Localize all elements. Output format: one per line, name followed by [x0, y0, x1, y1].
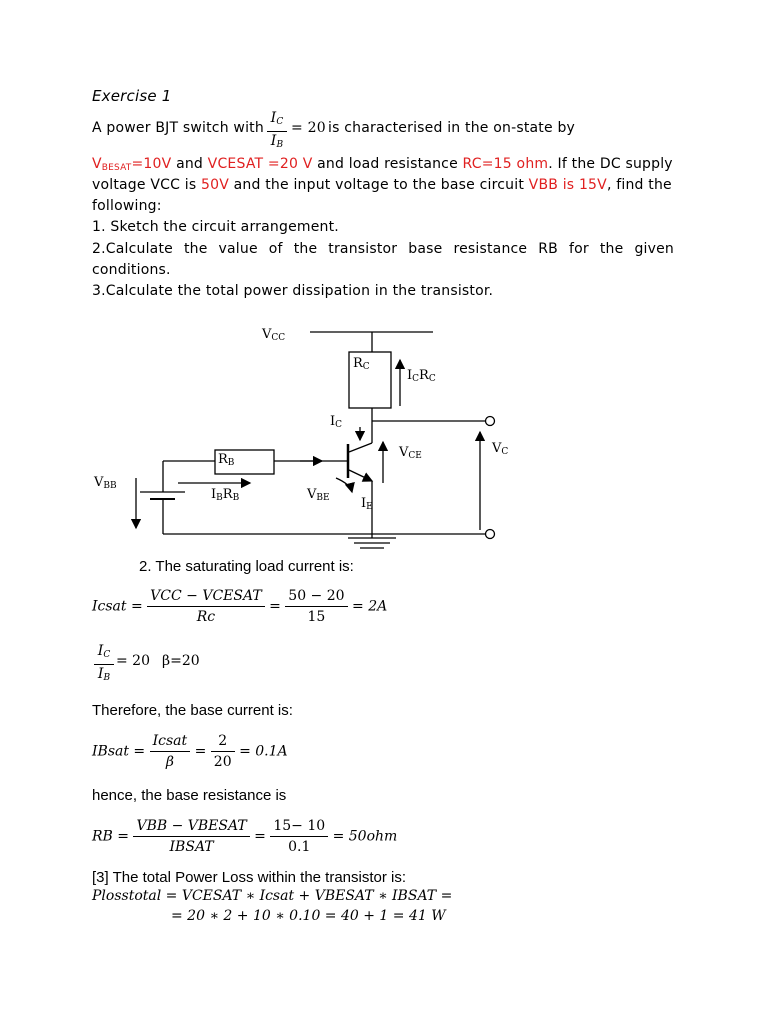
power-heading: [3] The total Power Loss within the transistor is:	[92, 869, 407, 886]
ratio-fraction: $I_C$ $I_B$	[94, 643, 114, 687]
rb-heading: hence, the base resistance is	[92, 787, 287, 804]
vbb-value: VBB is 15V	[528, 177, 607, 193]
task-1: 1. Sketch the circuit arrangement.	[92, 219, 339, 235]
supply-line: voltage VCC is 50V and the input voltage to the base circuit VBB is 15V, find the	[92, 177, 672, 193]
ibsat-equation: IBsat = $\frac{\text{Icsat}}{\beta}$ = $\frac{2}{20}$ = 0.1A	[92, 733, 288, 770]
intro-post: is characterised in the on-state by	[328, 120, 576, 136]
cond-rc: RC=15 ohm	[462, 156, 549, 172]
power-line-2: = 20 ∗ 2 + 10 ∗ 0.10 = 40 + 1 = 41 W	[171, 908, 446, 924]
label-rb: $R_B$	[218, 452, 235, 468]
vc-terminal-bottom	[486, 530, 495, 539]
intro-pre: A power BJT switch with	[92, 120, 264, 136]
task-2-cont: conditions.	[92, 262, 171, 278]
transistor-emitter	[349, 470, 372, 481]
cond-vbesat: $V_{BESAT}=10V$	[92, 156, 172, 173]
ratio-value: = 20	[116, 653, 150, 669]
power-line-1: Plosstotal = VCESAT ∗ Icsat + VBESAT ∗ IBSAT =	[92, 888, 453, 904]
rb-equation: RB = $\frac{\text{VBB − VBESAT}}{\text{IBSAT}}$ = $\frac{15- 10}{0.1}$ = 50ohm	[92, 818, 398, 855]
label-icrc: $I_CR_C$	[407, 368, 436, 384]
beta-value: β=20	[162, 653, 200, 669]
label-vbb: $V_{BB}$	[94, 475, 117, 491]
intro-ratio: $I_C$ $I_B$	[267, 110, 287, 154]
label-vbe: $V_{BE}$	[307, 487, 330, 503]
intro-ratio-value: = 20	[291, 120, 326, 136]
vc-terminal-top	[486, 417, 495, 426]
transistor-collector	[349, 443, 372, 452]
task-3: 3.Calculate the total power dissipation in the transistor.	[92, 283, 494, 299]
base-heading: Therefore, the base current is:	[92, 702, 293, 719]
cond-vcesat: VCESAT =20 V	[207, 156, 313, 172]
task-2: 2.Calculate the value of the transistor base resistance RB for the given	[92, 241, 674, 257]
label-ic: $I_C$	[330, 414, 343, 430]
label-vce: $V_{CE}$	[399, 445, 422, 461]
conditions-line: $V_{BESAT}=10V$ and VCESAT =20 V and load resistance RC=15 ohm. If the DC supply	[92, 156, 673, 173]
vbe-arrow	[336, 478, 352, 492]
label-vcc: $V_{CC}$	[262, 327, 286, 343]
icsat-equation: Icsat = $\frac{\text{VCC − VCESAT}}{Rc}$ = $\frac{50 - 20}{15}$ = 2A	[92, 588, 388, 625]
label-rc: $R_C$	[353, 356, 370, 372]
following-line: following:	[92, 198, 162, 214]
label-vc: $V_C$	[492, 441, 509, 457]
exercise-title: Exercise 1	[92, 87, 172, 105]
label-ie: $I_E$	[361, 496, 373, 512]
label-ibrb: $I_BR_B$	[211, 487, 240, 503]
s2-heading: 2. The saturating load current is:	[139, 558, 354, 575]
vcc-value: 50V	[200, 177, 229, 193]
